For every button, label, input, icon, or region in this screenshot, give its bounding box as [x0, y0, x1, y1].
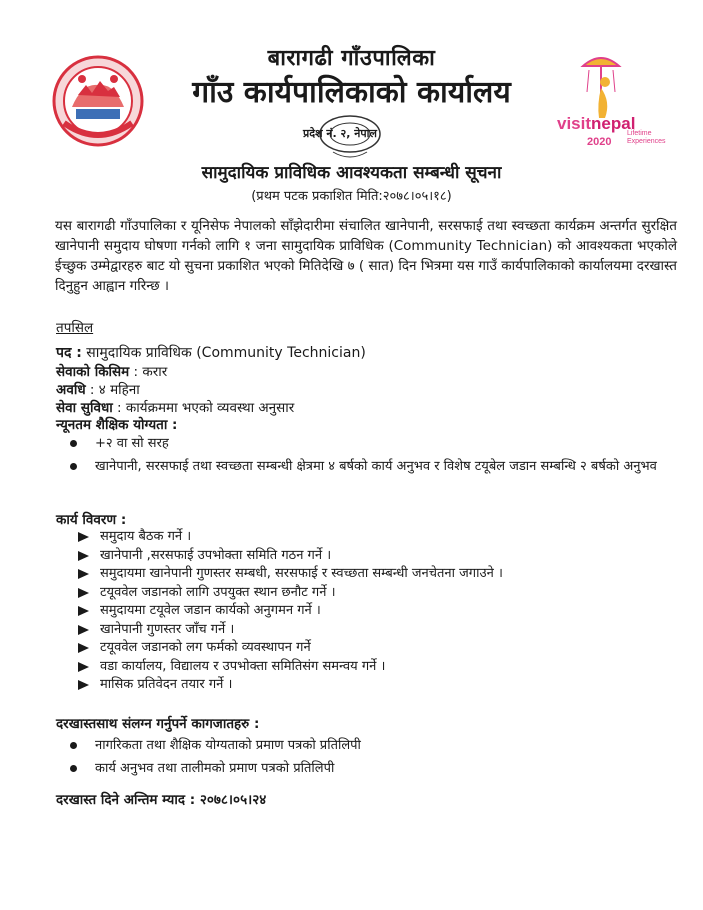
duty-text: खानेपानी गुणस्तर जाँच गर्ने । — [100, 621, 235, 637]
list-item — [78, 602, 678, 621]
service-type-value: : करार — [129, 364, 168, 380]
qualification-text: +२ वा सो सरह — [95, 436, 169, 451]
service-type-line — [56, 362, 167, 380]
duty-text: समुदायमा खानेपानी गुणस्तर सम्बधी, सरसफाई र स्वच्छता सम्बन्धी जनचेतना जगाउने । — [100, 566, 503, 581]
qualification-label: न्यूनतम शैक्षिक योग्यता : — [56, 417, 178, 433]
job-description-list — [78, 528, 678, 695]
document-text: नागरिकता तथा शैक्षिक योग्यताको प्रमाण पत्रको प्रतिलिपी — [95, 738, 361, 753]
list-item — [78, 528, 678, 547]
bullet-icon — [70, 742, 77, 749]
office-name: गाँउ कार्यपालिकाको कार्यालय — [192, 75, 511, 110]
arrow-bullet-icon — [78, 662, 89, 672]
office-stamp — [295, 112, 405, 167]
facility-line — [56, 398, 294, 416]
qualification-text: खानेपानी, सरसफाई तथा स्वच्छता सम्बन्धी क्षेत्रमा ४ बर्षको कार्य अनुभव र विशेष टयूबेल जडान सम्बन्धि २ बर्षको अनुभव — [95, 459, 657, 474]
notice-title: सामुदायिक प्राविधिक आवश्यकता सम्बन्धी सूचना — [201, 163, 502, 183]
bullet-icon — [70, 463, 77, 470]
bullet-icon — [70, 765, 77, 772]
list-item — [78, 584, 678, 603]
logo-tagline-2: Experiences — [627, 138, 666, 145]
list-item — [70, 434, 680, 453]
list-item — [78, 547, 678, 566]
arrow-bullet-icon — [78, 643, 89, 653]
list-item — [78, 621, 678, 640]
logo-tagline-1: Lifetime — [627, 130, 652, 137]
details-heading: तपसिल — [56, 320, 94, 336]
stamp-province-text: प्रदेश नं. २, नेपाल — [303, 127, 377, 140]
arrow-bullet-icon — [78, 680, 89, 690]
arrow-bullet-icon — [78, 532, 89, 542]
list-item — [78, 676, 678, 695]
duty-text: समुदायमा टयूवेल जडान कार्यको अनुगमन गर्ने । — [100, 603, 321, 618]
documents-list — [70, 736, 630, 778]
duty-text: मासिक प्रतिवेदन तयार गर्ने । — [100, 677, 233, 692]
duration-line — [56, 380, 140, 398]
document-text: कार्य अनुभव तथा तालीमको प्रमाण पत्रको प्रतिलिपी — [95, 761, 335, 776]
duration-label: अवधि — [56, 382, 86, 398]
list-item — [70, 759, 630, 778]
duration-value: : ४ महिना — [85, 382, 140, 398]
publish-date-note: (प्रथम पटक प्रकाशित मिति:२०७८।०५।१८) — [251, 189, 452, 204]
intro-paragraph: यस बारागढी गाँउपालिका र यूनिसेफ नेपालको साँझेदारीमा संचालित खानेपानी, सरसफाई तथा स्वच्छता कार्यक्रम अन्तर्गत सुरक्षित खानेपानी समुदाय घोषणा गर्नको लागि १ जना सामुदायिक प्राविधिक (Community Technician) को आवश्यकता भएकोले ईच्छुक उम्मेद्वारहरु बाट यो सुचना प्रकाशित भएको मितिदेखि ७ ( सात) दिन भित्रमा यस गाउँ कार्यपालिकाको कार्यालयमा दरखास्त दिनुहुन आह्वान गरिन्छ । — [55, 218, 677, 294]
qualification-list — [70, 434, 680, 476]
list-item — [70, 457, 680, 476]
list-item — [70, 736, 630, 755]
job-description-heading: कार्य विवरण : — [56, 512, 127, 528]
duty-text: समुदाय बैठक गर्ने । — [100, 529, 192, 544]
duty-text: वडा कार्यालय, विद्यालय र उपभोक्ता समितिसंग समन्वय गर्ने । — [100, 658, 386, 674]
arrow-bullet-icon — [78, 606, 89, 616]
post-value: सामुदायिक प्राविधिक (Community Technician) — [81, 345, 366, 361]
logo-year: 2020 — [587, 136, 612, 148]
list-item — [78, 658, 678, 677]
duty-text: खानेपानी ,सरसफाई उपभोक्ता समिति गठन गर्ने । — [100, 547, 332, 563]
duty-text: टयूववेल जडानको लागि उपयुक्त स्थान छनौट गर्ने । — [100, 584, 336, 600]
documents-heading: दरखास्तसाथ संलग्न गर्नुपर्ने कागजातहरु : — [56, 716, 260, 732]
municipality-name: बारागढी गाँउपालिका — [267, 46, 436, 71]
post-line — [56, 343, 366, 362]
arrow-bullet-icon — [78, 551, 89, 561]
arrow-bullet-icon — [78, 625, 89, 635]
list-item — [78, 639, 678, 658]
arrow-bullet-icon — [78, 588, 89, 598]
application-deadline: दरखास्त दिने अन्तिम म्याद : २०७८।०५।२४ — [56, 792, 267, 808]
facility-label: सेवा सुविधा — [56, 400, 113, 416]
service-type-label: सेवाको किसिम — [56, 364, 130, 380]
duty-text: टयूववेल जडानको लग फर्मको व्यवस्थापन गर्ने — [100, 640, 311, 655]
nepal-text: nepal — [591, 114, 636, 133]
facility-value: : कार्यक्रममा भएको व्यवस्था अनुसार — [112, 400, 295, 416]
bullet-icon — [70, 440, 77, 447]
post-label: पद : — [56, 345, 82, 361]
arrow-bullet-icon — [78, 569, 89, 579]
visit-text: visit — [557, 114, 592, 133]
list-item — [78, 565, 678, 584]
